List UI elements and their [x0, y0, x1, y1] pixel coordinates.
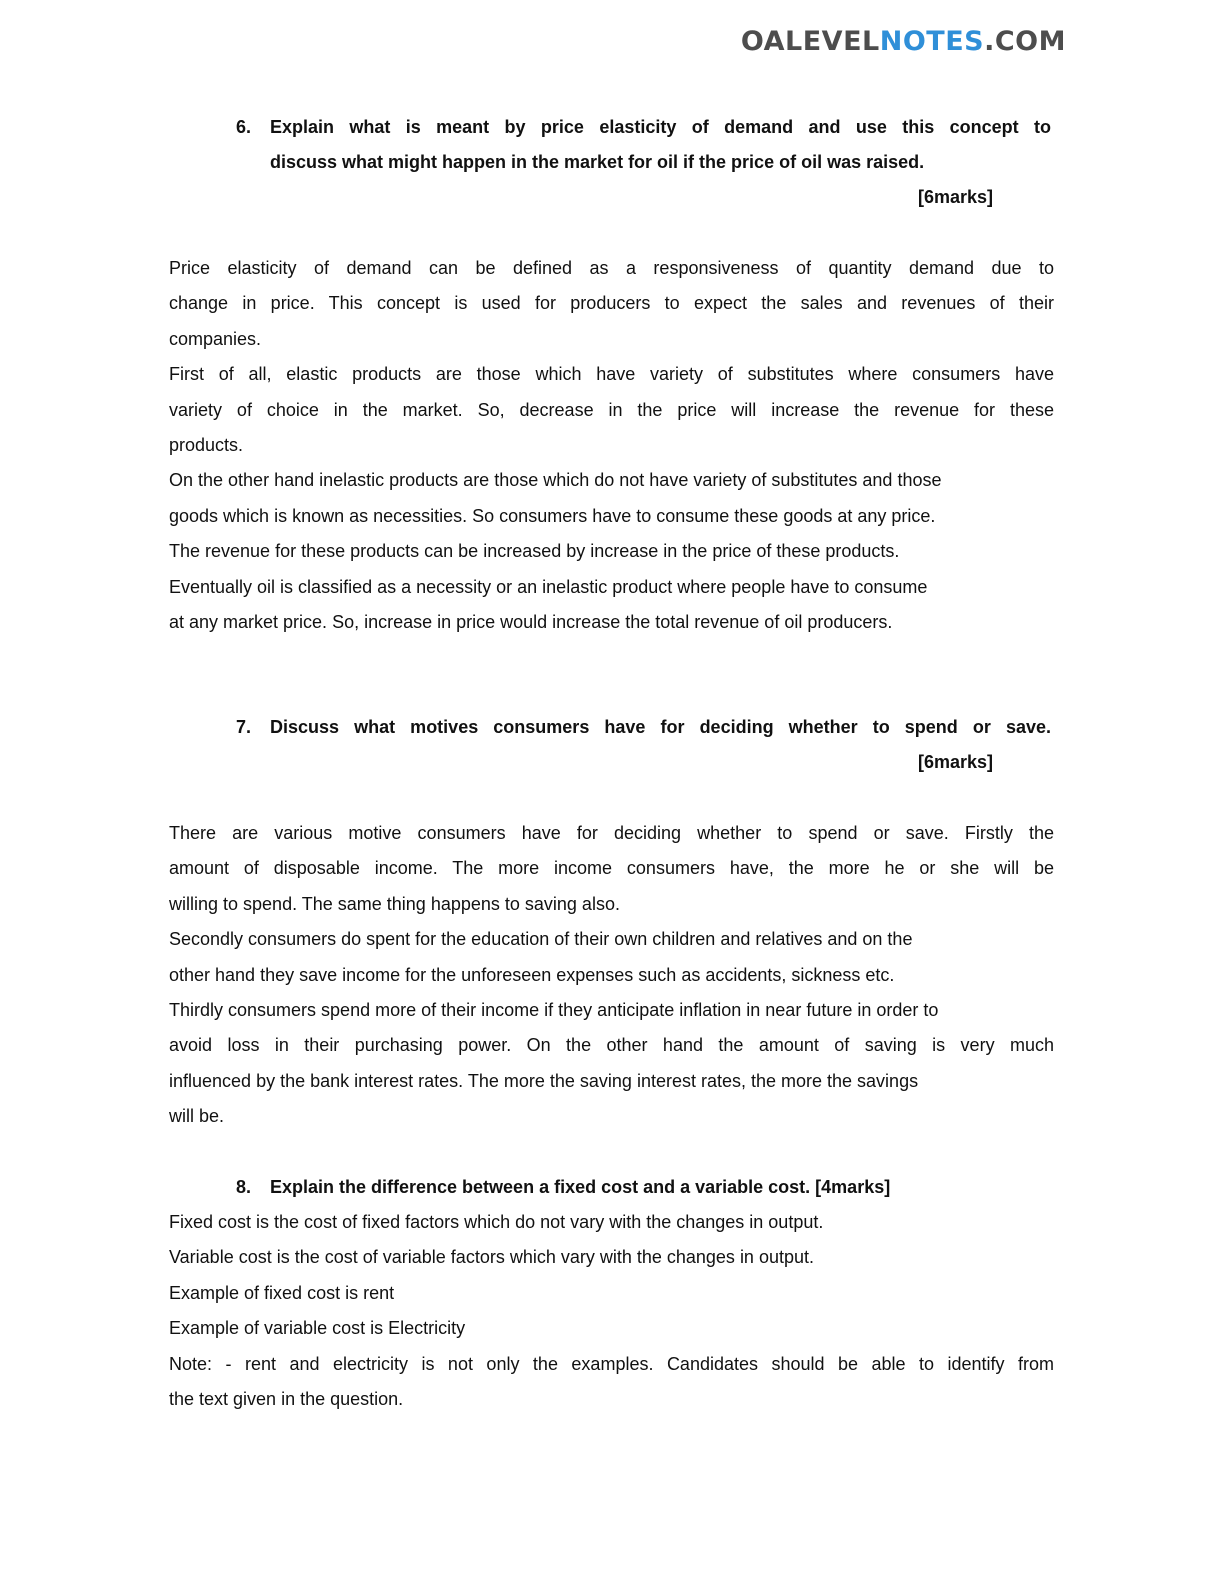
answer-6-line: goods which is known as necessities. So consumers have to consume these goods at any price. [169, 505, 936, 526]
answer-6-line: Price elasticity of demand can be defined as a responsiveness of quantity demand due to [169, 258, 1054, 278]
question-7-number: 7. [236, 717, 252, 737]
answer-8-line: the text given in the question. [169, 1389, 404, 1410]
answer-7 [169, 816, 1054, 1135]
question-8 [236, 1170, 1051, 1205]
question-6 [236, 110, 1051, 215]
logo-text-oalevel: OALEVEL [740, 26, 880, 57]
answer-7-line: Thirdly consumers spend more of their income if they anticipate inflation in near future in order to [169, 1000, 939, 1021]
answer-6-line: The revenue for these products can be increased by increase in the price of these products. [169, 541, 900, 562]
answer-6-line: at any market price. So, increase in price would increase the total revenue of oil producers. [169, 612, 893, 633]
answer-8-line: Fixed cost is the cost of fixed factors which do not vary with the changes in output. [169, 1212, 824, 1232]
answer-8 [169, 1205, 1054, 1417]
question-8-line-1 [236, 1170, 1051, 1205]
answer-8-line: Variable cost is the cost of variable factors which vary with the changes in output. [169, 1247, 814, 1268]
question-8-text-line-1: Explain the difference between a fixed cost and a variable cost. [4marks] [270, 1177, 891, 1197]
logo-text-com: .COM [984, 26, 1066, 57]
answer-7-line: avoid loss in their purchasing power. On the other hand the amount of saving is very much [169, 1035, 1054, 1056]
question-8-number: 8. [236, 1177, 252, 1197]
answer-6-line: On the other hand inelastic products are those which do not have variety of substitutes and those [169, 470, 942, 491]
answer-6-line: products. [169, 435, 244, 456]
question-7-text-line-1: Discuss what motives consumers have for deciding whether to spend or save. [270, 717, 1051, 737]
answer-7-line: willing to spend. The same thing happens to saving also. [169, 893, 620, 914]
answer-6-line: companies. [169, 328, 262, 349]
question-6-text-line-1: Explain what is meant by price elasticity of demand and use this concept to [270, 117, 1051, 137]
question-7-line-1 [236, 710, 1051, 745]
question-6-text-line-2: discuss what might happen in the market for oil if the price of oil was raised. [270, 152, 925, 172]
answer-7-line: amount of disposable income. The more income consumers have, the more he or she will be [169, 858, 1054, 879]
answer-6-line: variety of choice in the market. So, decrease in the price will increase the revenue for these [169, 399, 1054, 420]
answer-7-line: influenced by the bank interest rates. The more the saving interest rates, the more the savings [169, 1070, 919, 1091]
answer-8-line: Note: - rent and electricity is not only the examples. Candidates should be able to identify from [169, 1353, 1054, 1374]
question-7-marks: [6marks] [917, 752, 993, 772]
question-6-line-1 [236, 110, 1051, 145]
question-7 [236, 710, 1051, 780]
question-6-marks: [6marks] [917, 187, 993, 207]
answer-7-line: Secondly consumers do spent for the education of their own children and relatives and on the [169, 929, 913, 950]
answer-8-line: Example of fixed cost is rent [169, 1282, 395, 1303]
answer-6-line: change in price. This concept is used for producers to expect the sales and revenues of their [169, 293, 1054, 314]
answer-6-line: Eventually oil is classified as a necessity or an inelastic product where people have to consume [169, 576, 928, 597]
answer-7-line: other hand they save income for the unforeseen expenses such as accidents, sickness etc. [169, 964, 895, 985]
answer-8-line: Example of variable cost is Electricity [169, 1318, 466, 1339]
answer-6-line: First of all, elastic products are those which have variety of substitutes where consumers have [169, 364, 1054, 385]
answer-7-line: There are various motive consumers have for deciding whether to spend or save. Firstly the [169, 823, 1054, 843]
answer-7-line: will be. [169, 1106, 225, 1127]
question-6-number: 6. [236, 117, 252, 137]
logo-text-notes: NOTES [879, 26, 985, 57]
site-logo [741, 26, 1066, 57]
answer-6 [169, 251, 1054, 640]
